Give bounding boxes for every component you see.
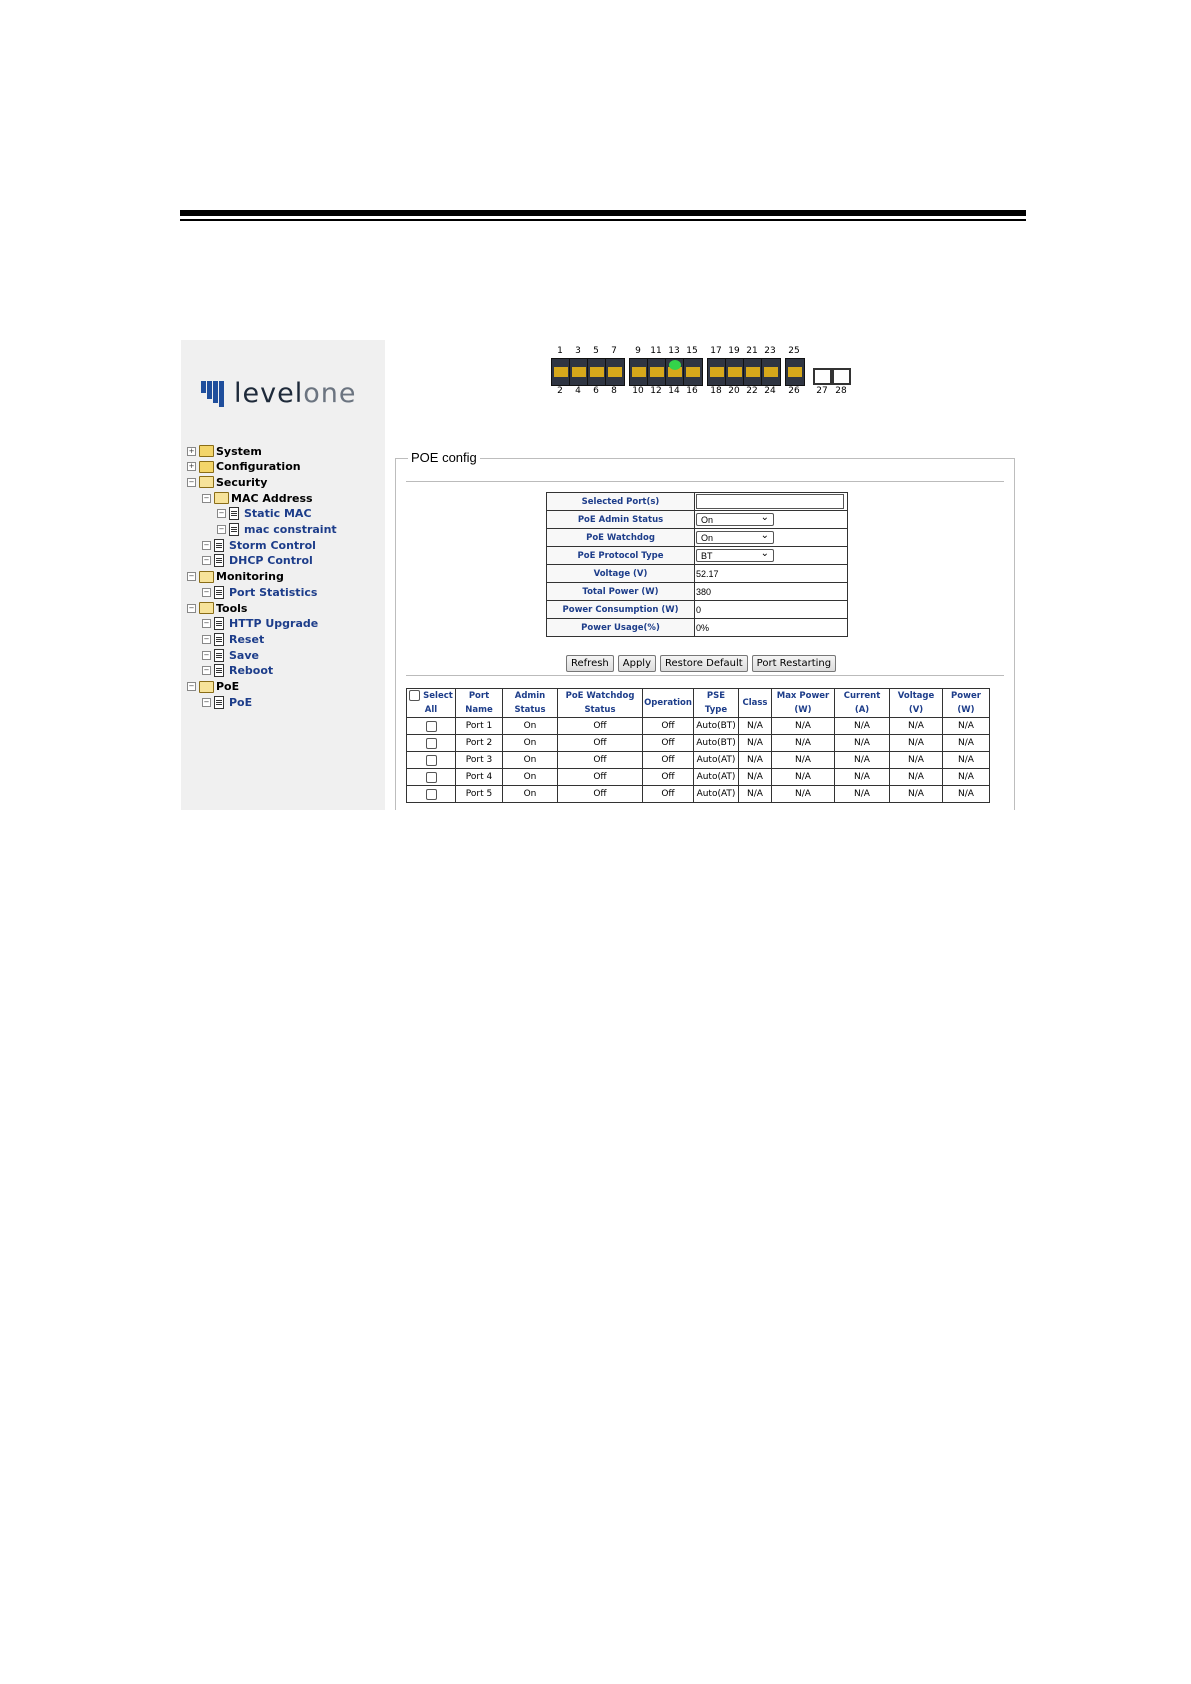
ethernet-port-icon[interactable] bbox=[647, 358, 667, 386]
port-number-label: 27 bbox=[816, 386, 828, 396]
sidebar-item[interactable] bbox=[202, 695, 252, 709]
logo bbox=[201, 378, 356, 409]
cell-admin: On bbox=[503, 752, 558, 769]
port-number-label: 18 bbox=[710, 386, 722, 396]
config-label: Total Power (W) bbox=[547, 583, 695, 601]
poe-config-fieldset bbox=[395, 450, 1015, 810]
sidebar-item[interactable] bbox=[202, 617, 318, 631]
config-select[interactable]: BT ⌄ bbox=[696, 549, 774, 562]
collapse-icon[interactable]: − bbox=[203, 697, 210, 706]
cell-current: N/A bbox=[835, 735, 890, 752]
sidebar-item-label: Tools bbox=[216, 601, 248, 615]
sfp-port-icon[interactable] bbox=[832, 368, 851, 385]
port-number-label: 14 bbox=[668, 386, 680, 396]
sidebar-item[interactable] bbox=[187, 570, 284, 584]
header-rule-thin bbox=[180, 219, 1026, 221]
poe-config-table bbox=[546, 492, 848, 637]
collapse-icon[interactable]: − bbox=[188, 682, 195, 690]
row-select-cell bbox=[407, 718, 456, 735]
folder-open-icon bbox=[199, 681, 214, 693]
ethernet-port-icon[interactable] bbox=[629, 358, 649, 386]
port-number-label: 22 bbox=[746, 386, 758, 396]
ethernet-port-icon[interactable] bbox=[743, 358, 763, 386]
sidebar-item-label: HTTP Upgrade bbox=[229, 617, 319, 631]
config-row bbox=[547, 601, 848, 619]
collapse-icon[interactable]: − bbox=[203, 493, 210, 502]
cell-voltage: N/A bbox=[890, 752, 943, 769]
sidebar bbox=[181, 340, 385, 810]
cell-admin: On bbox=[503, 718, 558, 735]
port-restarting-button[interactable]: Port Restarting bbox=[752, 655, 836, 672]
table-row bbox=[407, 752, 990, 769]
cell-port: Port 3 bbox=[456, 752, 503, 769]
port-number-label: 15 bbox=[686, 346, 698, 356]
cell-watchdog: Off bbox=[558, 735, 643, 752]
document-icon bbox=[214, 554, 224, 567]
header-rule-thick bbox=[180, 210, 1026, 216]
sidebar-item-label: DHCP Control bbox=[229, 554, 313, 568]
config-value-cell bbox=[695, 547, 848, 565]
port-number-label: 23 bbox=[764, 346, 776, 356]
port-number-label: 13 bbox=[668, 346, 680, 356]
ethernet-port-icon[interactable] bbox=[551, 358, 571, 386]
col-watchdog-status: PoE Watchdog Status bbox=[558, 689, 643, 718]
logo-mark-icon bbox=[201, 381, 227, 407]
ethernet-port-icon[interactable] bbox=[761, 358, 781, 386]
document-icon bbox=[214, 633, 224, 646]
cell-watchdog: Off bbox=[558, 769, 643, 786]
sidebar-item-label: mac constraint bbox=[244, 523, 337, 536]
config-value-cell bbox=[695, 493, 848, 511]
cell-power: N/A bbox=[943, 735, 990, 752]
cell-voltage: N/A bbox=[890, 786, 943, 803]
cell-max-power: N/A bbox=[772, 718, 835, 735]
cell-current: N/A bbox=[835, 786, 890, 803]
select-all-checkbox[interactable] bbox=[409, 690, 420, 701]
collapse-icon[interactable]: − bbox=[203, 587, 210, 596]
config-value-cell bbox=[695, 529, 848, 547]
port-number-label: 7 bbox=[611, 346, 617, 356]
collapse-icon[interactable]: − bbox=[203, 666, 210, 675]
document-icon bbox=[229, 523, 239, 536]
document-icon bbox=[214, 586, 224, 599]
col-select-all: Select All bbox=[407, 689, 456, 718]
ethernet-port-icon[interactable] bbox=[665, 358, 685, 386]
cell-class: N/A bbox=[739, 752, 772, 769]
sidebar-item[interactable] bbox=[202, 491, 313, 505]
document-icon bbox=[214, 617, 224, 630]
ethernet-port-icon[interactable] bbox=[725, 358, 745, 386]
screenshot-figure bbox=[181, 340, 1021, 810]
cell-class: N/A bbox=[739, 735, 772, 752]
table-row bbox=[407, 735, 990, 752]
row-select-cell bbox=[407, 769, 456, 786]
sidebar-item[interactable] bbox=[202, 585, 317, 599]
ethernet-port-icon[interactable] bbox=[605, 358, 625, 386]
folder-open-icon bbox=[199, 571, 214, 583]
sidebar-item[interactable] bbox=[202, 538, 316, 552]
port-number-label: 10 bbox=[632, 386, 644, 396]
port-number-label: 20 bbox=[728, 386, 740, 396]
ethernet-port-icon[interactable] bbox=[707, 358, 727, 386]
collapse-icon[interactable]: − bbox=[188, 572, 195, 581]
config-row bbox=[547, 619, 848, 637]
document-icon bbox=[214, 696, 224, 709]
cell-voltage: N/A bbox=[890, 718, 943, 735]
config-value: 0% bbox=[696, 622, 710, 633]
config-row bbox=[547, 493, 848, 511]
ethernet-port-icon[interactable] bbox=[683, 358, 703, 386]
collapse-icon[interactable]: − bbox=[203, 619, 210, 628]
row-select-cell bbox=[407, 786, 456, 803]
config-value: 0 bbox=[696, 604, 702, 615]
cell-class: N/A bbox=[739, 769, 772, 786]
config-label: Power Usage(%) bbox=[547, 619, 695, 637]
cell-operation: Off bbox=[643, 752, 694, 769]
expand-icon[interactable]: + bbox=[188, 462, 195, 471]
config-value-cell bbox=[695, 583, 848, 601]
sidebar-item[interactable] bbox=[217, 507, 312, 521]
collapse-icon[interactable]: − bbox=[203, 634, 210, 643]
collapse-icon[interactable]: − bbox=[203, 650, 210, 659]
collapse-icon[interactable]: − bbox=[188, 477, 195, 486]
cell-voltage: N/A bbox=[890, 735, 943, 752]
folder-open-icon bbox=[199, 476, 214, 488]
ethernet-port-icon[interactable] bbox=[587, 358, 607, 386]
port-number-label: 17 bbox=[710, 346, 722, 356]
port-number-label: 21 bbox=[746, 346, 758, 356]
divider bbox=[406, 675, 1004, 676]
cell-class: N/A bbox=[739, 718, 772, 735]
config-row bbox=[547, 565, 848, 583]
cell-current: N/A bbox=[835, 718, 890, 735]
selected-ports-input[interactable] bbox=[696, 494, 844, 509]
row-checkbox[interactable] bbox=[426, 755, 437, 766]
port-number-label: 16 bbox=[686, 386, 698, 396]
table-row bbox=[407, 786, 990, 803]
config-value: 52.17 bbox=[696, 568, 719, 579]
collapse-icon[interactable]: − bbox=[218, 525, 225, 533]
col-current: Current (A) bbox=[835, 689, 890, 718]
cell-class: N/A bbox=[739, 786, 772, 803]
col-admin-status: Admin Status bbox=[503, 689, 558, 718]
restore-default-button[interactable]: Restore Default bbox=[660, 655, 748, 672]
cell-max-power: N/A bbox=[772, 735, 835, 752]
sidebar-item-label: PoE bbox=[229, 695, 253, 709]
document-icon bbox=[214, 539, 224, 552]
row-checkbox[interactable] bbox=[426, 789, 437, 800]
document-icon bbox=[214, 649, 224, 662]
sidebar-item[interactable] bbox=[187, 680, 239, 694]
row-select-cell bbox=[407, 752, 456, 769]
sfp-port-icon[interactable] bbox=[813, 368, 832, 385]
sidebar-item[interactable] bbox=[202, 554, 313, 568]
sidebar-item-label: Static MAC bbox=[244, 507, 312, 521]
port-number-label: 25 bbox=[788, 346, 800, 356]
cell-watchdog: Off bbox=[558, 718, 643, 735]
sidebar-item[interactable] bbox=[202, 648, 259, 662]
cell-port: Port 2 bbox=[456, 735, 503, 752]
port-number-label: 9 bbox=[635, 346, 641, 356]
sidebar-item[interactable] bbox=[187, 475, 267, 489]
sidebar-item[interactable] bbox=[202, 664, 273, 678]
cell-pse: Auto(BT) bbox=[694, 735, 739, 752]
apply-button[interactable]: Apply bbox=[618, 655, 656, 672]
config-value-cell bbox=[695, 565, 848, 583]
cell-power: N/A bbox=[943, 752, 990, 769]
config-value-cell bbox=[695, 619, 848, 637]
folder-open-icon bbox=[199, 602, 214, 614]
config-select[interactable]: On ⌄ bbox=[696, 513, 774, 526]
cell-pse: Auto(BT) bbox=[694, 718, 739, 735]
port-number-label: 1 bbox=[557, 346, 563, 356]
table-row bbox=[407, 769, 990, 786]
folder-open-icon bbox=[214, 492, 229, 504]
col-pse-type: PSE Type bbox=[694, 689, 739, 718]
sidebar-item[interactable] bbox=[187, 460, 301, 474]
config-row bbox=[547, 547, 848, 565]
cell-admin: On bbox=[503, 735, 558, 752]
port-number-label: 24 bbox=[764, 386, 776, 396]
cell-power: N/A bbox=[943, 718, 990, 735]
row-checkbox[interactable] bbox=[426, 772, 437, 783]
cell-admin: On bbox=[503, 786, 558, 803]
cell-power: N/A bbox=[943, 786, 990, 803]
cell-pse: Auto(AT) bbox=[694, 786, 739, 803]
cell-max-power: N/A bbox=[772, 769, 835, 786]
folder-icon bbox=[199, 461, 214, 473]
config-row bbox=[547, 529, 848, 547]
port-status-table bbox=[406, 688, 990, 803]
sidebar-item-label: Reset bbox=[229, 632, 265, 646]
config-value-cell bbox=[695, 511, 848, 529]
cell-max-power: N/A bbox=[772, 752, 835, 769]
sidebar-item-label: Configuration bbox=[216, 460, 301, 474]
cell-port: Port 4 bbox=[456, 769, 503, 786]
fieldset-legend: POE config bbox=[408, 450, 480, 465]
cell-watchdog: Off bbox=[558, 752, 643, 769]
col-port-name: Port Name bbox=[456, 689, 503, 718]
sidebar-item[interactable] bbox=[202, 632, 264, 646]
port-number-label: 11 bbox=[650, 346, 662, 356]
cell-pse: Auto(AT) bbox=[694, 769, 739, 786]
collapse-icon[interactable]: − bbox=[203, 556, 210, 565]
config-label: Selected Port(s) bbox=[547, 493, 695, 511]
config-row bbox=[547, 511, 848, 529]
port-number-label: 26 bbox=[788, 386, 800, 396]
cell-current: N/A bbox=[835, 769, 890, 786]
ethernet-port-icon[interactable] bbox=[785, 358, 805, 386]
row-select-cell bbox=[407, 735, 456, 752]
sidebar-item-label: Security bbox=[216, 475, 268, 489]
cell-operation: Off bbox=[643, 735, 694, 752]
sidebar-item[interactable] bbox=[187, 444, 262, 458]
cell-voltage: N/A bbox=[890, 769, 943, 786]
port-number-label: 5 bbox=[593, 346, 599, 356]
cell-operation: Off bbox=[643, 786, 694, 803]
col-power: Power (W) bbox=[943, 689, 990, 718]
port-number-label: 8 bbox=[611, 386, 617, 396]
col-class: Class bbox=[739, 689, 772, 718]
port-number-label: 28 bbox=[835, 386, 847, 396]
config-row bbox=[547, 583, 848, 601]
sidebar-item-label: Storm Control bbox=[229, 538, 316, 552]
sidebar-item[interactable] bbox=[217, 523, 337, 537]
cell-power: N/A bbox=[943, 769, 990, 786]
document-icon bbox=[229, 507, 239, 520]
logo-text: levelone bbox=[234, 378, 357, 409]
col-voltage: Voltage (V) bbox=[890, 689, 943, 718]
refresh-button[interactable]: Refresh bbox=[566, 655, 614, 672]
sidebar-item-label: Monitoring bbox=[216, 570, 284, 584]
cell-port: Port 1 bbox=[456, 718, 503, 735]
config-label: Voltage (V) bbox=[547, 565, 695, 583]
port-number-label: 3 bbox=[575, 346, 581, 356]
button-bar bbox=[566, 655, 836, 672]
divider bbox=[406, 481, 1004, 482]
row-checkbox[interactable] bbox=[426, 721, 437, 732]
port-number-label: 2 bbox=[557, 386, 563, 396]
cell-current: N/A bbox=[835, 752, 890, 769]
collapse-icon[interactable]: − bbox=[203, 540, 210, 549]
folder-icon bbox=[199, 445, 214, 457]
config-select[interactable]: On ⌄ bbox=[696, 531, 774, 544]
port-number-label: 6 bbox=[593, 386, 599, 396]
config-value-cell bbox=[695, 601, 848, 619]
config-label: PoE Admin Status bbox=[547, 511, 695, 529]
config-label: PoE Protocol Type bbox=[547, 547, 695, 565]
cell-port: Port 5 bbox=[456, 786, 503, 803]
config-label: Power Consumption (W) bbox=[547, 601, 695, 619]
config-value: 380 bbox=[696, 586, 712, 597]
table-row bbox=[407, 718, 990, 735]
col-max-power: Max Power (W) bbox=[772, 689, 835, 718]
cell-operation: Off bbox=[643, 718, 694, 735]
ethernet-port-icon[interactable] bbox=[569, 358, 589, 386]
row-checkbox[interactable] bbox=[426, 738, 437, 749]
sidebar-item-label: MAC Address bbox=[231, 491, 313, 505]
port-number-label: 4 bbox=[575, 386, 581, 396]
port-number-label: 19 bbox=[728, 346, 740, 356]
sidebar-item-label: System bbox=[216, 444, 262, 458]
cell-watchdog: Off bbox=[558, 786, 643, 803]
config-label: PoE Watchdog bbox=[547, 529, 695, 547]
collapse-icon[interactable]: − bbox=[188, 603, 195, 612]
cell-operation: Off bbox=[643, 769, 694, 786]
sidebar-item[interactable] bbox=[187, 601, 247, 615]
sidebar-item-label: Reboot bbox=[229, 664, 274, 678]
expand-icon[interactable]: + bbox=[188, 446, 195, 455]
col-operation: Operation bbox=[643, 689, 694, 718]
document-icon bbox=[214, 664, 224, 677]
sidebar-item-label: Save bbox=[229, 648, 259, 662]
sidebar-item-label: Port Statistics bbox=[229, 585, 318, 599]
cell-admin: On bbox=[503, 769, 558, 786]
cell-max-power: N/A bbox=[772, 786, 835, 803]
port-number-label: 12 bbox=[650, 386, 662, 396]
collapse-icon[interactable]: − bbox=[218, 509, 225, 518]
cell-pse: Auto(AT) bbox=[694, 752, 739, 769]
sidebar-item-label: PoE bbox=[216, 680, 240, 693]
